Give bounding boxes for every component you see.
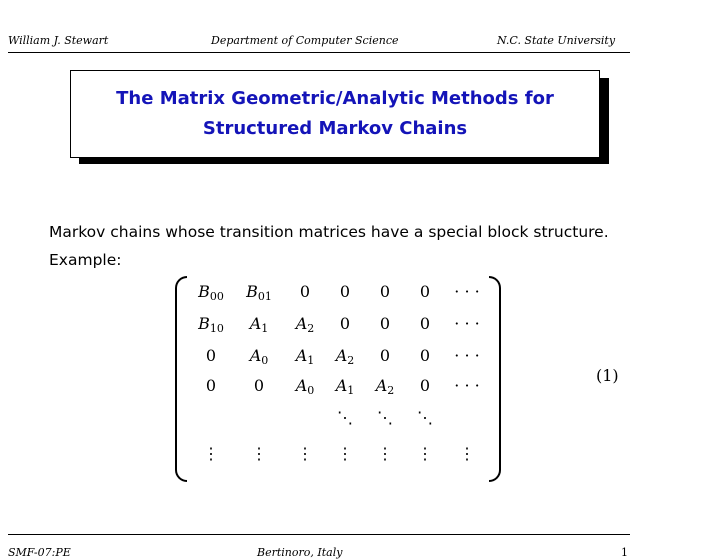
- matrix-cell-r1-c7: · · ·: [454, 282, 480, 301]
- matrix-cell-r1-c3: 0: [299, 282, 311, 301]
- matrix-cell-r3-c1: 0: [205, 346, 217, 365]
- matrix-cell-r2-c3: $A_2$: [295, 314, 315, 335]
- matrix-cell-r4-c2: 0: [253, 376, 265, 395]
- matrix-cell-r1-c5: 0: [379, 282, 391, 301]
- matrix-cell-r5-c6: ⋱: [417, 408, 433, 427]
- title-line-2: Structured Markov Chains: [202, 118, 468, 139]
- matrix-cell-r3-c7: · · ·: [454, 346, 480, 365]
- page-number: 1: [621, 546, 628, 559]
- matrix-cell-r2-c4: 0: [339, 314, 351, 333]
- matrix-cell-r3-c6: 0: [419, 346, 431, 365]
- matrix-cell-r4-c6: 0: [419, 376, 431, 395]
- block-matrix: [175, 276, 501, 482]
- matrix-cell-r2-c5: 0: [379, 314, 391, 333]
- title-line-1: The Matrix Geometric/Analytic Methods for: [116, 88, 554, 109]
- header-department: Department of Computer Science: [211, 34, 399, 47]
- matrix-cell-r6-c2: ⋮: [251, 444, 267, 463]
- equation-number: (1): [596, 366, 619, 385]
- matrix-cell-r6-c7: ⋮: [459, 444, 475, 463]
- matrix-cell-r2-c1: $B_{10}$: [198, 314, 224, 335]
- footer-left: SMF-07:PE: [8, 546, 71, 559]
- matrix-cell-r6-c1: ⋮: [203, 444, 219, 463]
- matrix-right-paren: [489, 276, 501, 482]
- header-rule: [8, 52, 630, 53]
- matrix-cell-r4-c1: 0: [205, 376, 217, 395]
- matrix-cell-r3-c5: 0: [379, 346, 391, 365]
- matrix-cell-r6-c5: ⋮: [377, 444, 393, 463]
- matrix-cell-r3-c2: $A_0$: [249, 346, 269, 367]
- header-author: William J. Stewart: [8, 34, 109, 47]
- header-university: N.C. State University: [497, 34, 616, 47]
- matrix-cell-r5-c4: ⋱: [337, 408, 353, 427]
- matrix-cell-r1-c2: $B_{01}$: [246, 282, 272, 303]
- matrix-cell-r4-c7: · · ·: [454, 376, 480, 395]
- intro-text: Markov chains whose transition matrices have a special block structure.: [49, 223, 609, 241]
- matrix-cell-r1-c4: 0: [339, 282, 351, 301]
- matrix-cell-r3-c4: $A_2$: [335, 346, 355, 367]
- matrix-cell-r1-c6: 0: [419, 282, 431, 301]
- title-box: [70, 70, 600, 158]
- matrix-cell-r4-c3: $A_0$: [295, 376, 315, 397]
- matrix-cell-r6-c6: ⋮: [417, 444, 433, 463]
- matrix-cell-r2-c2: $A_1$: [249, 314, 269, 335]
- matrix-cell-r2-c6: 0: [419, 314, 431, 333]
- matrix-cell-r6-c3: ⋮: [297, 444, 313, 463]
- footer-center: Bertinoro, Italy: [257, 546, 343, 559]
- matrix-cell-r4-c4: $A_1$: [335, 376, 355, 397]
- example-label: Example:: [49, 251, 122, 269]
- matrix-cell-r1-c1: $B_{00}$: [198, 282, 224, 303]
- matrix-cell-r3-c3: $A_1$: [295, 346, 315, 367]
- matrix-cell-r2-c7: · · ·: [454, 314, 480, 333]
- matrix-cell-r5-c5: ⋱: [377, 408, 393, 427]
- matrix-cell-r4-c5: $A_2$: [375, 376, 395, 397]
- matrix-left-paren: [175, 276, 187, 482]
- matrix-cell-r6-c4: ⋮: [337, 444, 353, 463]
- footer-rule: [8, 534, 630, 535]
